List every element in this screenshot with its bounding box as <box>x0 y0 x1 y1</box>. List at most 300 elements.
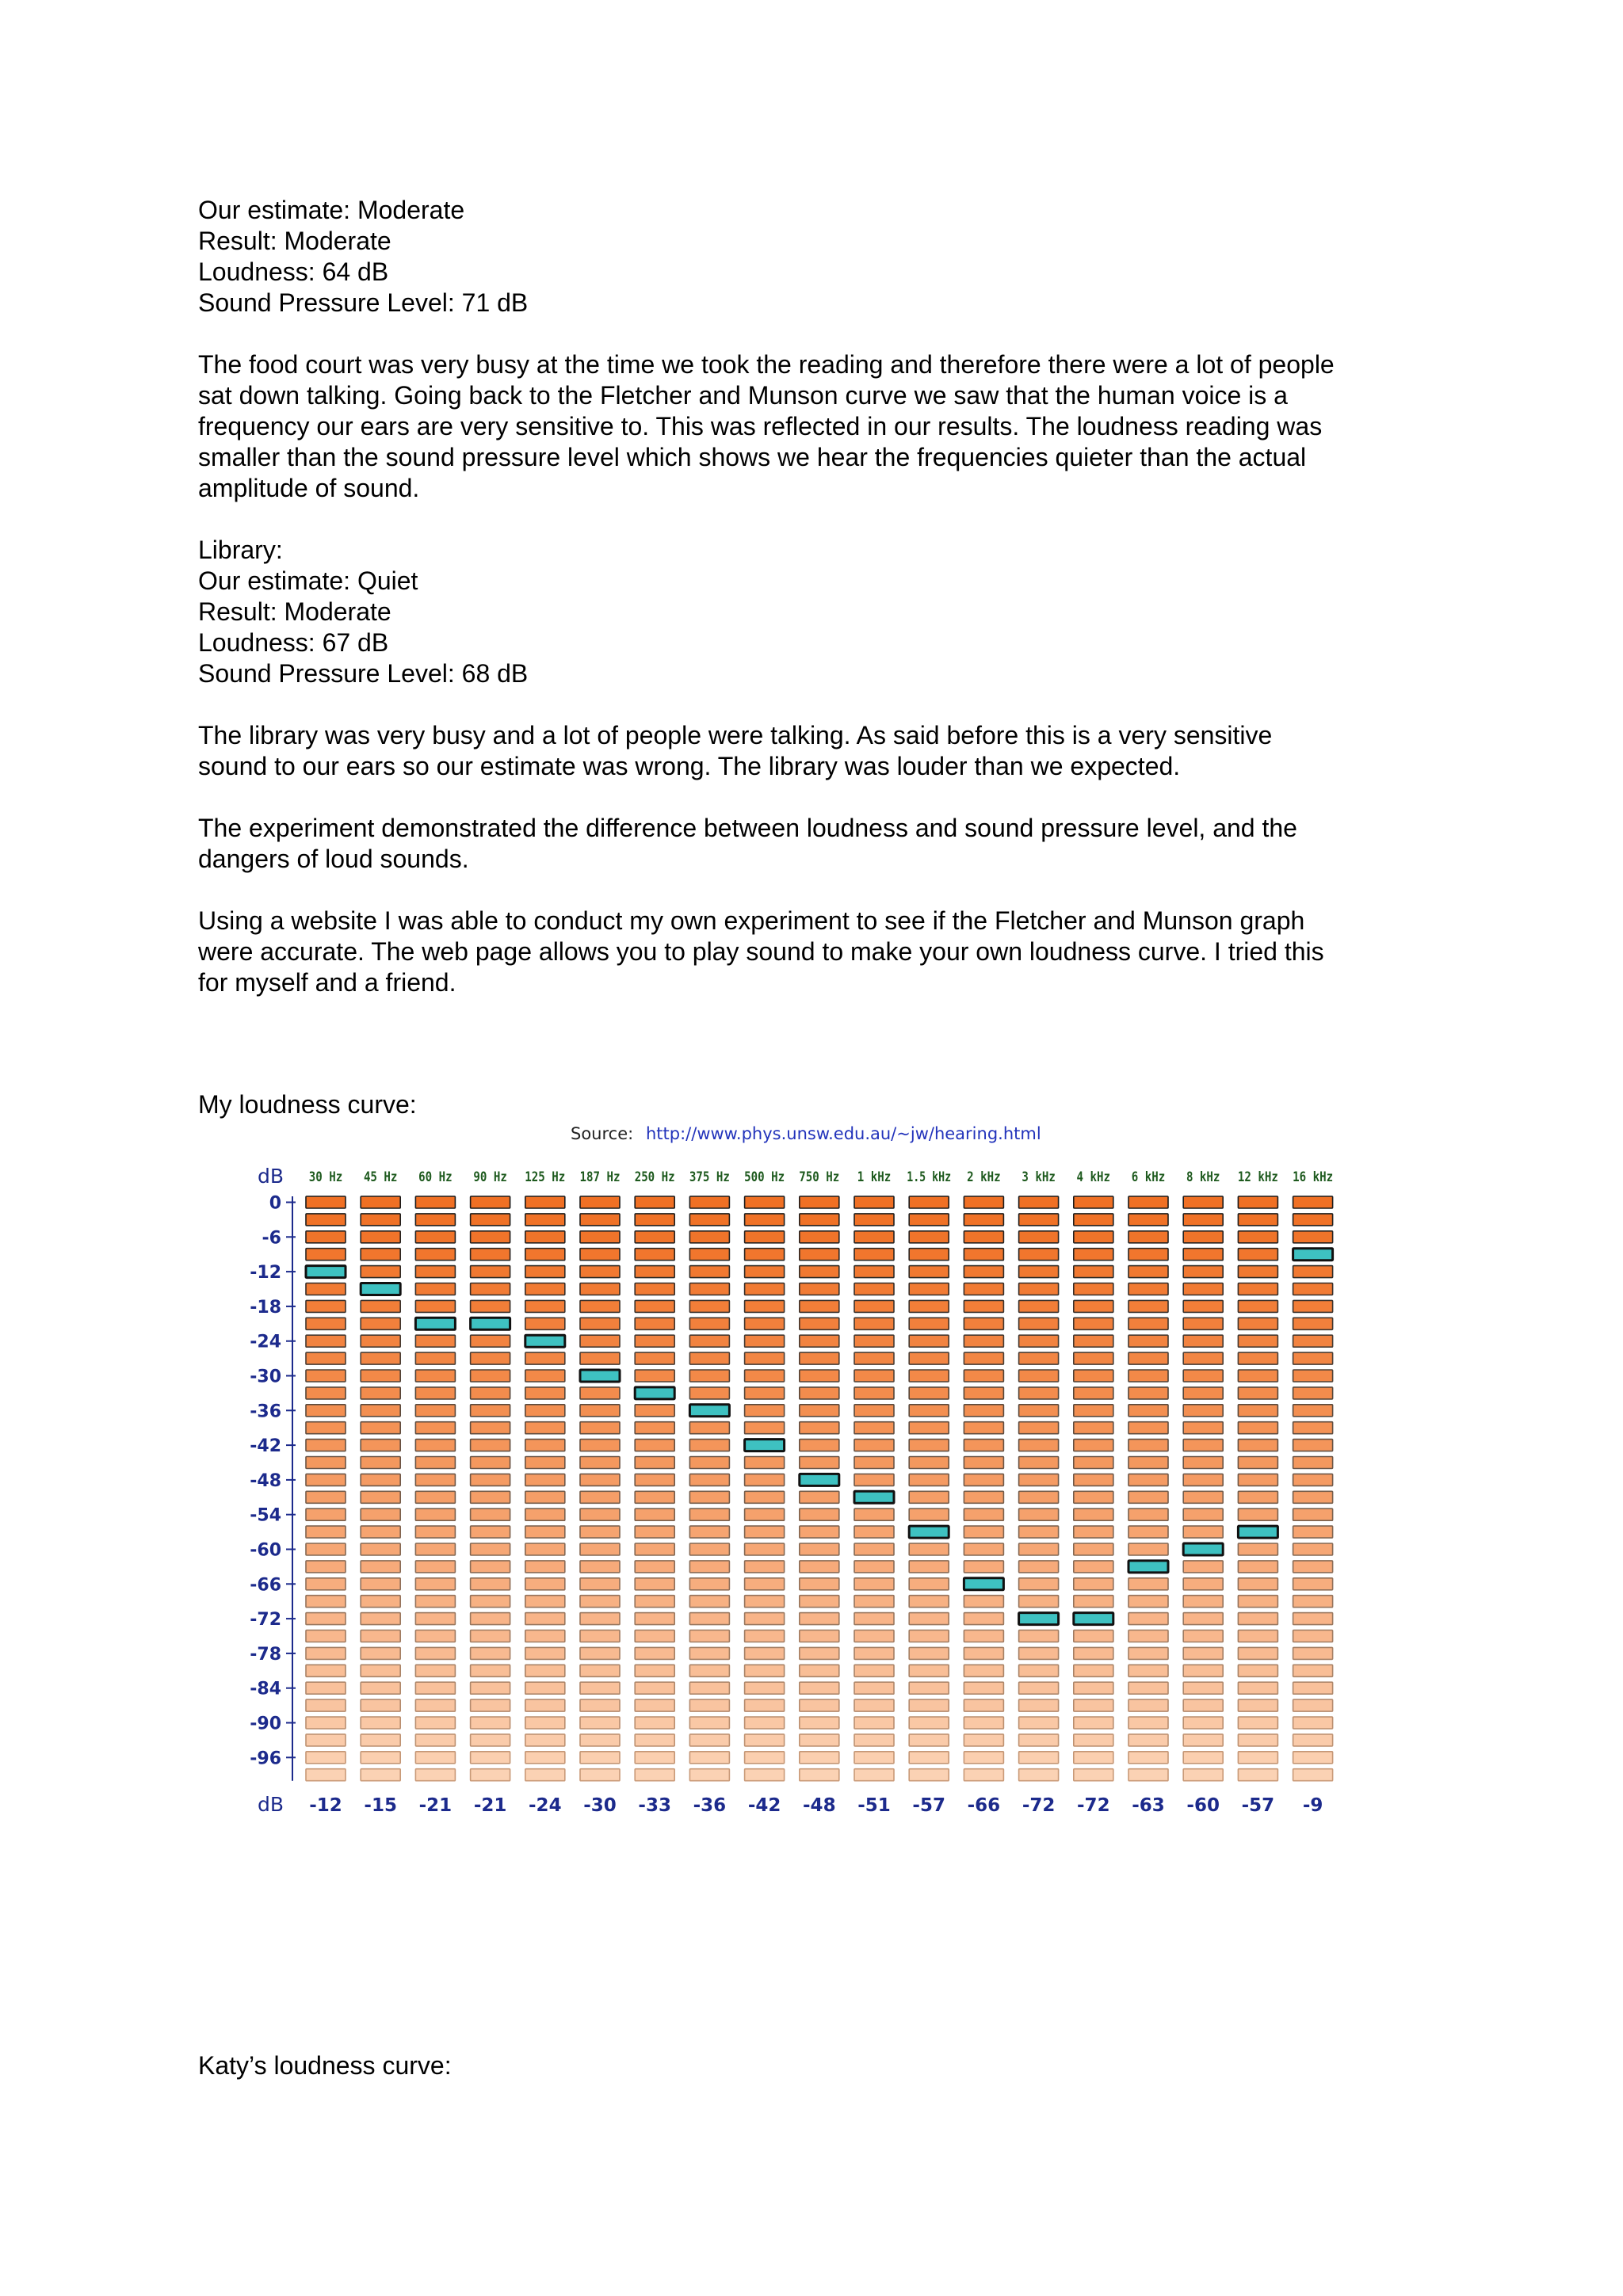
level-cell[interactable] <box>800 1699 839 1711</box>
level-cell[interactable] <box>1128 1457 1168 1469</box>
level-cell[interactable] <box>1293 1283 1333 1295</box>
level-cell[interactable] <box>471 1596 510 1608</box>
level-cell[interactable] <box>635 1526 674 1538</box>
level-cell[interactable] <box>635 1335 674 1347</box>
level-cell[interactable] <box>1128 1318 1168 1329</box>
level-cell[interactable] <box>525 1699 565 1711</box>
level-cell[interactable] <box>800 1196 839 1208</box>
level-cell[interactable] <box>909 1440 949 1451</box>
level-cell[interactable] <box>306 1734 346 1746</box>
level-cell[interactable] <box>1293 1769 1333 1781</box>
level-cell[interactable] <box>1183 1578 1223 1590</box>
level-cell[interactable] <box>800 1613 839 1625</box>
level-cell[interactable] <box>580 1526 620 1538</box>
level-cell[interactable] <box>1019 1543 1059 1555</box>
level-cell[interactable] <box>909 1249 949 1261</box>
level-cell[interactable] <box>1293 1422 1333 1434</box>
level-cell[interactable] <box>1074 1422 1113 1434</box>
level-cell[interactable] <box>471 1474 510 1486</box>
level-cell[interactable] <box>1183 1682 1223 1694</box>
level-cell[interactable] <box>525 1647 565 1659</box>
level-cell[interactable] <box>1074 1387 1113 1399</box>
level-cell[interactable] <box>800 1335 839 1347</box>
level-cell[interactable] <box>964 1734 1003 1746</box>
level-cell[interactable] <box>1074 1249 1113 1261</box>
level-cell[interactable] <box>525 1231 565 1243</box>
level-cell[interactable] <box>964 1630 1003 1642</box>
level-cell[interactable] <box>1019 1717 1059 1729</box>
level-cell[interactable] <box>964 1457 1003 1469</box>
level-cell[interactable] <box>1183 1526 1223 1538</box>
level-cell[interactable] <box>580 1613 620 1625</box>
level-cell[interactable] <box>525 1440 565 1451</box>
level-cell[interactable] <box>1074 1769 1113 1781</box>
level-cell[interactable] <box>964 1300 1003 1312</box>
level-cell[interactable] <box>909 1422 949 1434</box>
level-cell[interactable] <box>854 1214 894 1226</box>
level-cell[interactable] <box>1183 1422 1223 1434</box>
level-cell[interactable] <box>415 1440 455 1451</box>
level-cell[interactable] <box>580 1561 620 1573</box>
level-cell[interactable] <box>471 1734 510 1746</box>
level-cell[interactable] <box>854 1561 894 1573</box>
level-cell[interactable] <box>1019 1769 1059 1781</box>
level-cell[interactable] <box>745 1508 785 1520</box>
level-cell[interactable] <box>415 1699 455 1711</box>
level-cell[interactable] <box>361 1422 400 1434</box>
level-cell[interactable] <box>635 1508 674 1520</box>
level-cell[interactable] <box>1238 1682 1277 1694</box>
level-cell[interactable] <box>1019 1352 1059 1364</box>
level-cell[interactable] <box>361 1405 400 1417</box>
level-cell[interactable] <box>689 1717 729 1729</box>
level-cell[interactable] <box>306 1214 346 1226</box>
level-cell[interactable] <box>800 1491 839 1503</box>
level-cell[interactable] <box>635 1561 674 1573</box>
level-cell[interactable] <box>1019 1508 1059 1520</box>
level-cell[interactable] <box>745 1752 785 1764</box>
level-cell[interactable] <box>361 1699 400 1711</box>
level-cell[interactable] <box>635 1665 674 1676</box>
level-cell[interactable] <box>471 1543 510 1555</box>
level-cell[interactable] <box>635 1717 674 1729</box>
level-cell[interactable] <box>361 1387 400 1399</box>
level-cell[interactable] <box>525 1682 565 1694</box>
level-cell[interactable] <box>580 1231 620 1243</box>
level-cell[interactable] <box>415 1630 455 1642</box>
level-cell[interactable] <box>361 1335 400 1347</box>
level-cell[interactable] <box>964 1752 1003 1764</box>
level-cell[interactable] <box>1293 1352 1333 1364</box>
level-cell[interactable] <box>471 1769 510 1781</box>
level-cell[interactable] <box>1293 1300 1333 1312</box>
level-cell[interactable] <box>1238 1300 1277 1312</box>
level-cell[interactable] <box>964 1440 1003 1451</box>
level-cell[interactable] <box>1019 1214 1059 1226</box>
level-cell[interactable] <box>471 1647 510 1659</box>
level-cell[interactable] <box>1183 1752 1223 1764</box>
level-cell[interactable] <box>525 1196 565 1208</box>
level-cell[interactable] <box>1074 1561 1113 1573</box>
level-cell[interactable] <box>800 1543 839 1555</box>
level-cell[interactable] <box>1293 1508 1333 1520</box>
level-cell[interactable] <box>745 1543 785 1555</box>
level-cell[interactable] <box>1238 1214 1277 1226</box>
selected-level-cell[interactable] <box>689 1405 729 1417</box>
level-cell[interactable] <box>854 1231 894 1243</box>
level-cell[interactable] <box>1074 1647 1113 1659</box>
level-cell[interactable] <box>800 1249 839 1261</box>
level-cell[interactable] <box>909 1352 949 1364</box>
level-cell[interactable] <box>745 1561 785 1573</box>
level-cell[interactable] <box>415 1370 455 1382</box>
level-cell[interactable] <box>689 1352 729 1364</box>
level-cell[interactable] <box>525 1508 565 1520</box>
level-cell[interactable] <box>1183 1214 1223 1226</box>
level-cell[interactable] <box>1238 1370 1277 1382</box>
level-cell[interactable] <box>1128 1249 1168 1261</box>
level-cell[interactable] <box>1293 1717 1333 1729</box>
level-cell[interactable] <box>471 1508 510 1520</box>
level-cell[interactable] <box>854 1682 894 1694</box>
level-cell[interactable] <box>525 1405 565 1417</box>
level-cell[interactable] <box>689 1457 729 1469</box>
selected-level-cell[interactable] <box>964 1578 1003 1590</box>
level-cell[interactable] <box>1128 1474 1168 1486</box>
level-cell[interactable] <box>635 1214 674 1226</box>
level-cell[interactable] <box>745 1231 785 1243</box>
level-cell[interactable] <box>854 1734 894 1746</box>
level-cell[interactable] <box>471 1405 510 1417</box>
level-cell[interactable] <box>1183 1630 1223 1642</box>
level-cell[interactable] <box>1128 1734 1168 1746</box>
level-cell[interactable] <box>909 1699 949 1711</box>
level-cell[interactable] <box>1293 1752 1333 1764</box>
level-cell[interactable] <box>1183 1440 1223 1451</box>
level-cell[interactable] <box>1019 1752 1059 1764</box>
level-cell[interactable] <box>361 1578 400 1590</box>
level-cell[interactable] <box>909 1613 949 1625</box>
level-cell[interactable] <box>415 1335 455 1347</box>
level-cell[interactable] <box>1183 1266 1223 1278</box>
level-cell[interactable] <box>1183 1508 1223 1520</box>
level-cell[interactable] <box>909 1370 949 1382</box>
level-cell[interactable] <box>525 1491 565 1503</box>
level-cell[interactable] <box>1019 1283 1059 1295</box>
level-cell[interactable] <box>361 1717 400 1729</box>
level-cell[interactable] <box>854 1387 894 1399</box>
level-cell[interactable] <box>964 1596 1003 1608</box>
level-cell[interactable] <box>306 1300 346 1312</box>
level-cell[interactable] <box>415 1543 455 1555</box>
level-cell[interactable] <box>361 1440 400 1451</box>
level-cell[interactable] <box>854 1335 894 1347</box>
level-cell[interactable] <box>800 1769 839 1781</box>
level-cell[interactable] <box>1074 1543 1113 1555</box>
level-cell[interactable] <box>1128 1682 1168 1694</box>
selected-level-cell[interactable] <box>471 1318 510 1329</box>
selected-level-cell[interactable] <box>415 1318 455 1329</box>
level-cell[interactable] <box>1128 1613 1168 1625</box>
level-cell[interactable] <box>800 1266 839 1278</box>
level-cell[interactable] <box>1293 1440 1333 1451</box>
level-cell[interactable] <box>1183 1699 1223 1711</box>
level-cell[interactable] <box>471 1214 510 1226</box>
level-cell[interactable] <box>909 1665 949 1676</box>
level-cell[interactable] <box>1074 1300 1113 1312</box>
level-cell[interactable] <box>1238 1665 1277 1676</box>
level-cell[interactable] <box>580 1405 620 1417</box>
level-cell[interactable] <box>1074 1734 1113 1746</box>
level-cell[interactable] <box>909 1214 949 1226</box>
level-cell[interactable] <box>689 1196 729 1208</box>
level-cell[interactable] <box>415 1300 455 1312</box>
level-cell[interactable] <box>306 1352 346 1364</box>
level-cell[interactable] <box>689 1422 729 1434</box>
level-cell[interactable] <box>1238 1561 1277 1573</box>
level-cell[interactable] <box>800 1508 839 1520</box>
level-cell[interactable] <box>909 1300 949 1312</box>
level-cell[interactable] <box>689 1613 729 1625</box>
level-cell[interactable] <box>306 1613 346 1625</box>
level-cell[interactable] <box>800 1630 839 1642</box>
level-cell[interactable] <box>1293 1405 1333 1417</box>
level-cell[interactable] <box>745 1578 785 1590</box>
level-cell[interactable] <box>1183 1249 1223 1261</box>
level-cell[interactable] <box>1238 1474 1277 1486</box>
selected-level-cell[interactable] <box>635 1387 674 1399</box>
level-cell[interactable] <box>1074 1352 1113 1364</box>
level-cell[interactable] <box>964 1508 1003 1520</box>
level-cell[interactable] <box>525 1352 565 1364</box>
level-cell[interactable] <box>415 1717 455 1729</box>
level-cell[interactable] <box>1128 1647 1168 1659</box>
level-cell[interactable] <box>1128 1214 1168 1226</box>
level-cell[interactable] <box>635 1699 674 1711</box>
level-cell[interactable] <box>909 1457 949 1469</box>
level-cell[interactable] <box>964 1699 1003 1711</box>
level-cell[interactable] <box>580 1543 620 1555</box>
level-cell[interactable] <box>1238 1613 1277 1625</box>
level-cell[interactable] <box>525 1665 565 1676</box>
level-cell[interactable] <box>361 1352 400 1364</box>
level-cell[interactable] <box>1183 1717 1223 1729</box>
level-cell[interactable] <box>580 1214 620 1226</box>
level-cell[interactable] <box>1128 1387 1168 1399</box>
level-cell[interactable] <box>635 1283 674 1295</box>
level-cell[interactable] <box>471 1370 510 1382</box>
level-cell[interactable] <box>909 1491 949 1503</box>
level-cell[interactable] <box>580 1352 620 1364</box>
level-cell[interactable] <box>361 1630 400 1642</box>
level-cell[interactable] <box>854 1249 894 1261</box>
level-cell[interactable] <box>1074 1717 1113 1729</box>
level-cell[interactable] <box>745 1647 785 1659</box>
level-cell[interactable] <box>1183 1196 1223 1208</box>
level-cell[interactable] <box>964 1561 1003 1573</box>
level-cell[interactable] <box>689 1491 729 1503</box>
level-cell[interactable] <box>964 1231 1003 1243</box>
level-cell[interactable] <box>471 1699 510 1711</box>
level-cell[interactable] <box>800 1370 839 1382</box>
level-cell[interactable] <box>909 1596 949 1608</box>
level-cell[interactable] <box>745 1596 785 1608</box>
level-cell[interactable] <box>1074 1370 1113 1382</box>
level-cell[interactable] <box>1019 1196 1059 1208</box>
level-cell[interactable] <box>909 1578 949 1590</box>
level-cell[interactable] <box>689 1387 729 1399</box>
level-cell[interactable] <box>1019 1335 1059 1347</box>
level-cell[interactable] <box>361 1474 400 1486</box>
level-cell[interactable] <box>1238 1387 1277 1399</box>
level-cell[interactable] <box>525 1734 565 1746</box>
level-cell[interactable] <box>635 1543 674 1555</box>
level-cell[interactable] <box>1128 1769 1168 1781</box>
level-cell[interactable] <box>689 1283 729 1295</box>
level-cell[interactable] <box>1074 1508 1113 1520</box>
level-cell[interactable] <box>1238 1318 1277 1329</box>
level-cell[interactable] <box>800 1214 839 1226</box>
level-cell[interactable] <box>854 1457 894 1469</box>
level-cell[interactable] <box>689 1630 729 1642</box>
level-cell[interactable] <box>1128 1630 1168 1642</box>
level-cell[interactable] <box>854 1508 894 1520</box>
level-cell[interactable] <box>689 1526 729 1538</box>
level-cell[interactable] <box>1238 1457 1277 1469</box>
level-cell[interactable] <box>745 1422 785 1434</box>
level-cell[interactable] <box>964 1318 1003 1329</box>
level-cell[interactable] <box>1183 1300 1223 1312</box>
level-cell[interactable] <box>1293 1561 1333 1573</box>
level-cell[interactable] <box>745 1682 785 1694</box>
level-cell[interactable] <box>635 1196 674 1208</box>
level-cell[interactable] <box>689 1699 729 1711</box>
level-cell[interactable] <box>1074 1699 1113 1711</box>
level-cell[interactable] <box>306 1387 346 1399</box>
level-cell[interactable] <box>1183 1405 1223 1417</box>
level-cell[interactable] <box>909 1630 949 1642</box>
level-cell[interactable] <box>964 1405 1003 1417</box>
level-cell[interactable] <box>1293 1543 1333 1555</box>
level-cell[interactable] <box>964 1249 1003 1261</box>
level-cell[interactable] <box>415 1231 455 1243</box>
selected-level-cell[interactable] <box>1074 1613 1113 1625</box>
level-cell[interactable] <box>964 1682 1003 1694</box>
selected-level-cell[interactable] <box>745 1440 785 1451</box>
level-cell[interactable] <box>361 1214 400 1226</box>
level-cell[interactable] <box>1128 1422 1168 1434</box>
level-cell[interactable] <box>1019 1266 1059 1278</box>
level-cell[interactable] <box>1183 1387 1223 1399</box>
level-cell[interactable] <box>854 1440 894 1451</box>
level-cell[interactable] <box>1019 1422 1059 1434</box>
level-cell[interactable] <box>1238 1231 1277 1243</box>
level-cell[interactable] <box>1293 1266 1333 1278</box>
level-cell[interactable] <box>909 1717 949 1729</box>
level-cell[interactable] <box>1238 1440 1277 1451</box>
level-cell[interactable] <box>1019 1630 1059 1642</box>
level-cell[interactable] <box>580 1300 620 1312</box>
level-cell[interactable] <box>525 1752 565 1764</box>
selected-level-cell[interactable] <box>800 1474 839 1486</box>
level-cell[interactable] <box>1238 1352 1277 1364</box>
level-cell[interactable] <box>800 1526 839 1538</box>
level-cell[interactable] <box>1183 1370 1223 1382</box>
level-cell[interactable] <box>1019 1370 1059 1382</box>
level-cell[interactable] <box>1128 1352 1168 1364</box>
level-cell[interactable] <box>800 1387 839 1399</box>
level-cell[interactable] <box>1238 1769 1277 1781</box>
level-cell[interactable] <box>306 1717 346 1729</box>
level-cell[interactable] <box>1074 1231 1113 1243</box>
level-cell[interactable] <box>964 1266 1003 1278</box>
level-cell[interactable] <box>415 1491 455 1503</box>
level-cell[interactable] <box>964 1283 1003 1295</box>
level-cell[interactable] <box>745 1491 785 1503</box>
level-cell[interactable] <box>471 1422 510 1434</box>
level-cell[interactable] <box>361 1196 400 1208</box>
level-cell[interactable] <box>964 1665 1003 1676</box>
level-cell[interactable] <box>909 1734 949 1746</box>
level-cell[interactable] <box>415 1196 455 1208</box>
level-cell[interactable] <box>800 1596 839 1608</box>
level-cell[interactable] <box>689 1543 729 1555</box>
level-cell[interactable] <box>1293 1335 1333 1347</box>
level-cell[interactable] <box>471 1578 510 1590</box>
selected-level-cell[interactable] <box>1183 1543 1223 1555</box>
level-cell[interactable] <box>1074 1283 1113 1295</box>
level-cell[interactable] <box>361 1613 400 1625</box>
level-cell[interactable] <box>635 1318 674 1329</box>
level-cell[interactable] <box>1238 1596 1277 1608</box>
level-cell[interactable] <box>964 1526 1003 1538</box>
level-cell[interactable] <box>800 1300 839 1312</box>
level-cell[interactable] <box>1293 1214 1333 1226</box>
level-cell[interactable] <box>471 1630 510 1642</box>
level-cell[interactable] <box>854 1665 894 1676</box>
level-cell[interactable] <box>964 1474 1003 1486</box>
level-cell[interactable] <box>745 1266 785 1278</box>
level-cell[interactable] <box>854 1196 894 1208</box>
level-cell[interactable] <box>471 1283 510 1295</box>
level-cell[interactable] <box>1293 1734 1333 1746</box>
level-cell[interactable] <box>909 1474 949 1486</box>
level-cell[interactable] <box>909 1543 949 1555</box>
level-cell[interactable] <box>1293 1647 1333 1659</box>
level-cell[interactable] <box>964 1613 1003 1625</box>
level-cell[interactable] <box>800 1682 839 1694</box>
level-cell[interactable] <box>689 1231 729 1243</box>
level-cell[interactable] <box>689 1318 729 1329</box>
level-cell[interactable] <box>800 1734 839 1746</box>
level-cell[interactable] <box>1019 1647 1059 1659</box>
level-cell[interactable] <box>1293 1231 1333 1243</box>
level-cell[interactable] <box>1238 1734 1277 1746</box>
level-cell[interactable] <box>909 1561 949 1573</box>
level-cell[interactable] <box>1019 1491 1059 1503</box>
level-cell[interactable] <box>1293 1370 1333 1382</box>
level-cell[interactable] <box>525 1630 565 1642</box>
level-cell[interactable] <box>471 1352 510 1364</box>
level-cell[interactable] <box>800 1440 839 1451</box>
level-cell[interactable] <box>1019 1318 1059 1329</box>
level-cell[interactable] <box>964 1335 1003 1347</box>
level-cell[interactable] <box>1238 1578 1277 1590</box>
level-cell[interactable] <box>471 1682 510 1694</box>
level-cell[interactable] <box>1238 1717 1277 1729</box>
level-cell[interactable] <box>306 1561 346 1573</box>
level-cell[interactable] <box>580 1335 620 1347</box>
